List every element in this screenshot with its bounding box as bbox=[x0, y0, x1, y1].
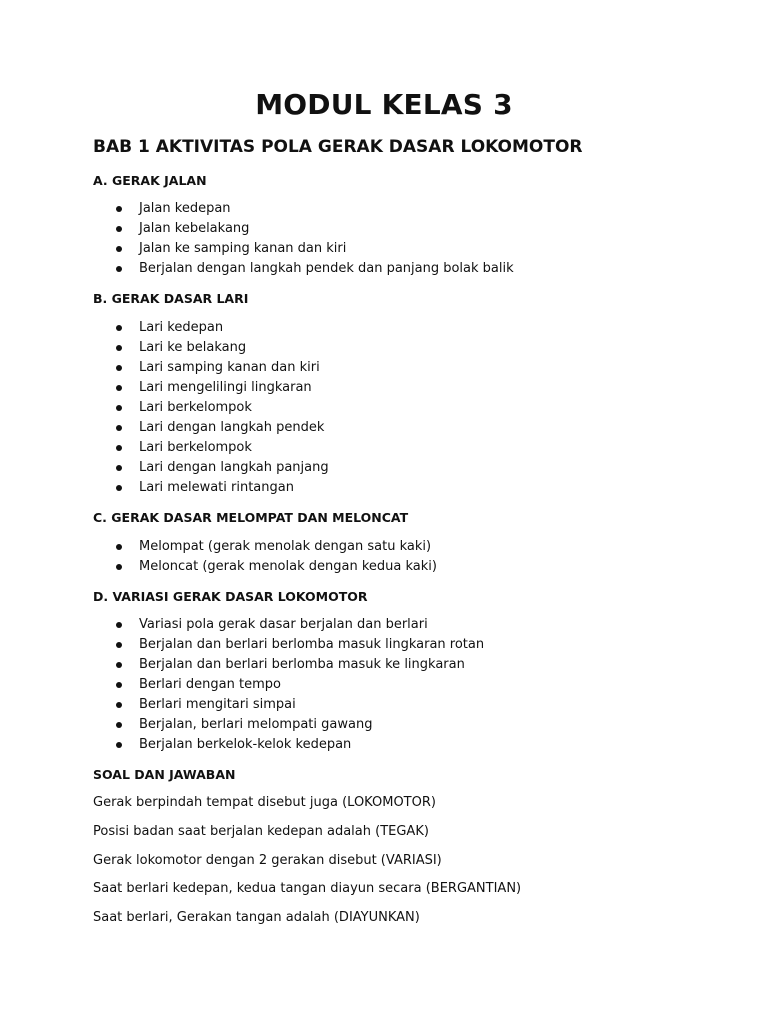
list-item: Jalan ke samping kanan dan kiri bbox=[0, 239, 768, 259]
qa-line: Gerak berpindah tempat disebut juga (LOKOMOTOR) bbox=[93, 795, 436, 810]
bullet-icon bbox=[116, 544, 122, 550]
bullet-icon bbox=[116, 325, 122, 331]
list-item: Melompat (gerak menolak dengan satu kaki) bbox=[0, 537, 768, 557]
document-title: MODUL KELAS 3 bbox=[255, 88, 513, 121]
chapter-title: BAB 1 AKTIVITAS POLA GERAK DASAR LOKOMOTOR bbox=[93, 137, 583, 157]
bullet-icon bbox=[116, 662, 122, 668]
bullet-icon bbox=[116, 365, 122, 371]
list-item: Lari samping kanan dan kiri bbox=[0, 358, 768, 378]
list-item: Berlari dengan tempo bbox=[0, 675, 768, 695]
bullet-icon bbox=[116, 642, 122, 648]
qa-line: Saat berlari, Gerakan tangan adalah (DIAYUNKAN) bbox=[93, 910, 420, 925]
list-item: Berjalan dengan langkah pendek dan panjang bolak balik bbox=[0, 259, 768, 279]
list-gerak-dasar-lari bbox=[0, 318, 768, 498]
list-item: Lari mengelilingi lingkaran bbox=[0, 378, 768, 398]
list-item: Berjalan dan berlari berlomba masuk ke lingkaran bbox=[0, 655, 768, 675]
qa-line: Gerak lokomotor dengan 2 gerakan disebut (VARIASI) bbox=[93, 853, 442, 868]
section-heading-gerak-dasar-lari: B. GERAK DASAR LARI bbox=[93, 291, 249, 306]
qa-line: Posisi badan saat berjalan kedepan adalah (TEGAK) bbox=[93, 824, 429, 839]
bullet-icon bbox=[116, 246, 122, 252]
bullet-icon bbox=[116, 206, 122, 212]
bullet-icon bbox=[116, 425, 122, 431]
bullet-icon bbox=[116, 564, 122, 570]
bullet-icon bbox=[116, 445, 122, 451]
list-gerak-jalan bbox=[0, 199, 768, 279]
list-item: Meloncat (gerak menolak dengan kedua kaki) bbox=[0, 557, 768, 577]
bullet-icon bbox=[116, 622, 122, 628]
bullet-icon bbox=[116, 226, 122, 232]
qa-heading: SOAL DAN JAWABAN bbox=[93, 767, 236, 782]
section-heading-variasi-lokomotor: D. VARIASI GERAK DASAR LOKOMOTOR bbox=[93, 589, 368, 604]
bullet-icon bbox=[116, 465, 122, 471]
list-item: Berjalan berkelok-kelok kedepan bbox=[0, 735, 768, 755]
list-item: Lari berkelompok bbox=[0, 438, 768, 458]
list-item: Jalan kedepan bbox=[0, 199, 768, 219]
list-item: Lari kedepan bbox=[0, 318, 768, 338]
bullet-icon bbox=[116, 682, 122, 688]
bullet-icon bbox=[116, 722, 122, 728]
list-variasi-lokomotor bbox=[0, 615, 768, 755]
bullet-icon bbox=[116, 742, 122, 748]
list-melompat-meloncat bbox=[0, 537, 768, 577]
list-item: Lari berkelompok bbox=[0, 398, 768, 418]
bullet-icon bbox=[116, 266, 122, 272]
section-heading-melompat-meloncat: C. GERAK DASAR MELOMPAT DAN MELONCAT bbox=[93, 510, 409, 525]
list-item: Berjalan dan berlari berlomba masuk lingkaran rotan bbox=[0, 635, 768, 655]
bullet-icon bbox=[116, 345, 122, 351]
bullet-icon bbox=[116, 405, 122, 411]
bullet-icon bbox=[116, 385, 122, 391]
list-item: Lari dengan langkah panjang bbox=[0, 458, 768, 478]
qa-line: Saat berlari kedepan, kedua tangan diayun secara (BERGANTIAN) bbox=[93, 881, 522, 896]
list-item: Variasi pola gerak dasar berjalan dan berlari bbox=[0, 615, 768, 635]
bullet-icon bbox=[116, 485, 122, 491]
list-item: Berlari mengitari simpai bbox=[0, 695, 768, 715]
list-item: Lari ke belakang bbox=[0, 338, 768, 358]
bullet-icon bbox=[116, 702, 122, 708]
section-heading-gerak-jalan: A. GERAK JALAN bbox=[93, 173, 207, 188]
list-item: Lari dengan langkah pendek bbox=[0, 418, 768, 438]
list-item: Berjalan, berlari melompati gawang bbox=[0, 715, 768, 735]
list-item: Jalan kebelakang bbox=[0, 219, 768, 239]
list-item: Lari melewati rintangan bbox=[0, 478, 768, 498]
